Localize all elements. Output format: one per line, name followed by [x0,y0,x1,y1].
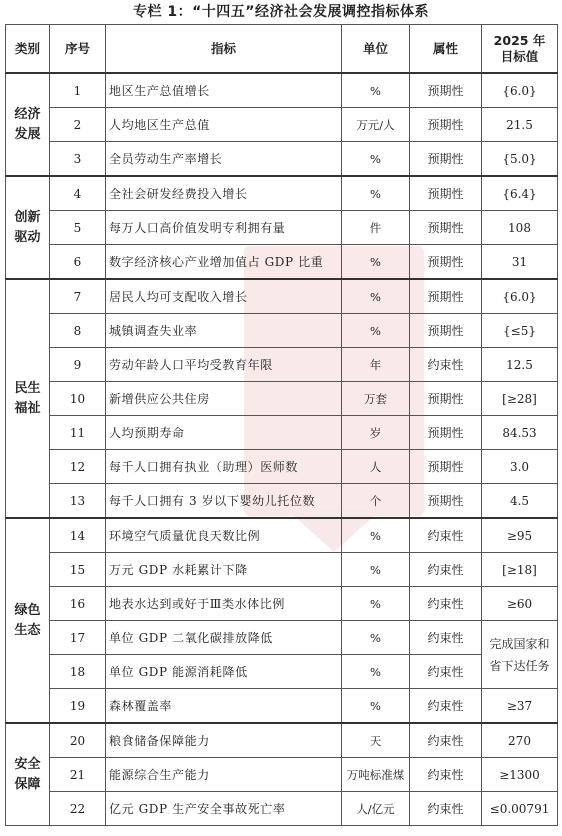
seq-cell: 10 [50,382,106,416]
target-cell-merged: 完成国家和 省下达任务 [482,621,558,689]
category-welfare: 民生 福祉 [6,279,50,518]
attribute-cell: 预期性 [410,450,482,484]
target-cell: ≥95 [482,518,558,553]
target-cell: 12.5 [482,348,558,382]
category-green: 绿色 生态 [6,518,50,723]
target-cell: 108 [482,211,558,245]
attribute-cell: 预期性 [410,211,482,245]
indicator-cell: 每千人口拥有执业（助理）医师数 [106,450,342,484]
header-attribute: 属性 [410,25,482,74]
attribute-cell: 约束性 [410,518,482,553]
attribute-cell: 约束性 [410,348,482,382]
seq-cell: 12 [50,450,106,484]
target-cell: ≤0.00791 [482,792,558,826]
target-cell: [≥28] [482,382,558,416]
header-category: 类别 [6,25,50,74]
unit-cell: % [342,279,410,314]
indicator-table [5,24,558,826]
table-header-row [6,25,558,74]
indicator-cell: 地区生产总值增长 [106,73,342,108]
seq-cell: 17 [50,621,106,655]
seq-cell: 6 [50,245,106,280]
indicator-cell: 每万人口高价值发明专利拥有量 [106,211,342,245]
header-unit: 单位 [342,25,410,74]
seq-cell: 1 [50,73,106,108]
indicator-cell: 新增供应公共住房 [106,382,342,416]
table-row [6,655,558,689]
table-row [6,621,558,655]
indicator-cell: 亿元 GDP 生产安全事故死亡率 [106,792,342,826]
table-row [6,245,558,280]
target-cell: ≥37 [482,689,558,724]
target-cell: {6.4} [482,176,558,211]
indicator-cell: 地表水达到或好于Ⅲ类水体比例 [106,587,342,621]
unit-cell: % [342,689,410,724]
seq-cell: 22 [50,792,106,826]
indicator-cell: 每千人口拥有 3 岁以下婴幼儿托位数 [106,484,342,519]
indicator-cell: 粮食储备保障能力 [106,723,342,758]
indicator-cell: 森林覆盖率 [106,689,342,724]
table-row [6,792,558,826]
table-row [6,108,558,142]
seq-cell: 2 [50,108,106,142]
attribute-cell: 预期性 [410,73,482,108]
target-cell: ≥60 [482,587,558,621]
table-title: 专栏 1：“十四五”经济社会发展调控指标体系 [132,4,430,20]
target-cell: 3.0 [482,450,558,484]
table-row [6,314,558,348]
unit-cell: % [342,245,410,280]
unit-cell: % [342,176,410,211]
table-row [6,211,558,245]
unit-cell: % [342,73,410,108]
category-economy: 经济 发展 [6,73,50,176]
attribute-cell: 预期性 [410,382,482,416]
target-cell: 4.5 [482,484,558,519]
unit-cell: % [342,553,410,587]
table-row [6,142,558,177]
table-row [6,587,558,621]
table-row [6,416,558,450]
table-row [6,723,558,758]
table-row [6,553,558,587]
seq-cell: 16 [50,587,106,621]
unit-cell: 天 [342,723,410,758]
attribute-cell: 约束性 [410,655,482,689]
table-row [6,484,558,519]
indicator-cell: 人均地区生产总值 [106,108,342,142]
seq-cell: 18 [50,655,106,689]
seq-cell: 5 [50,211,106,245]
seq-cell: 19 [50,689,106,724]
target-cell: 270 [482,723,558,758]
target-cell: {5.0} [482,142,558,177]
attribute-cell: 预期性 [410,314,482,348]
unit-cell: 件 [342,211,410,245]
seq-cell: 4 [50,176,106,211]
indicator-cell: 居民人均可支配收入增长 [106,279,342,314]
header-target-line1: 2025 年 [493,32,546,48]
table-row [6,382,558,416]
table-row [6,758,558,792]
unit-cell: 人 [342,450,410,484]
seq-cell: 7 [50,279,106,314]
indicator-cell: 单位 GDP 二氧化碳排放降低 [106,621,342,655]
indicator-cell: 能源综合生产能力 [106,758,342,792]
attribute-cell: 约束性 [410,689,482,724]
attribute-cell: 约束性 [410,792,482,826]
attribute-cell: 预期性 [410,142,482,177]
unit-cell: % [342,587,410,621]
unit-cell: % [342,621,410,655]
indicator-cell: 城镇调查失业率 [106,314,342,348]
target-cell: [≥18] [482,553,558,587]
unit-cell: % [342,314,410,348]
seq-cell: 14 [50,518,106,553]
table-row [6,518,558,553]
attribute-cell: 约束性 [410,587,482,621]
attribute-cell: 预期性 [410,108,482,142]
table-row [6,450,558,484]
table-row [6,689,558,724]
target-cell: {≤5} [482,314,558,348]
unit-cell: 岁 [342,416,410,450]
table-row [6,348,558,382]
unit-cell: 万元/人 [342,108,410,142]
target-cell: 84.53 [482,416,558,450]
attribute-cell: 预期性 [410,484,482,519]
attribute-cell: 预期性 [410,245,482,280]
seq-cell: 13 [50,484,106,519]
header-target [482,25,558,74]
unit-cell: % [342,655,410,689]
category-security: 安全 保障 [6,723,50,826]
indicator-cell: 劳动年龄人口平均受教育年限 [106,348,342,382]
unit-cell: 万套 [342,382,410,416]
category-innovation: 创新 驱动 [6,176,50,279]
target-cell: {6.0} [482,279,558,314]
seq-cell: 15 [50,553,106,587]
table-row [6,73,558,108]
seq-cell: 11 [50,416,106,450]
attribute-cell: 约束性 [410,758,482,792]
unit-cell: 年 [342,348,410,382]
target-cell: ≥1300 [482,758,558,792]
indicator-cell: 全社会研发经费投入增长 [106,176,342,211]
header-target-line2: 目标值 [500,48,539,64]
indicator-cell: 环境空气质量优良天数比例 [106,518,342,553]
attribute-cell: 约束性 [410,621,482,655]
indicator-cell: 全员劳动生产率增长 [106,142,342,177]
seq-cell: 20 [50,723,106,758]
unit-cell: 人/亿元 [342,792,410,826]
target-cell: 31 [482,245,558,280]
unit-cell: % [342,518,410,553]
seq-cell: 21 [50,758,106,792]
target-cell: {6.0} [482,73,558,108]
seq-cell: 9 [50,348,106,382]
attribute-cell: 约束性 [410,723,482,758]
unit-cell: % [342,142,410,177]
indicator-cell: 单位 GDP 能源消耗降低 [106,655,342,689]
header-indicator: 指标 [106,25,342,74]
target-cell: 21.5 [482,108,558,142]
attribute-cell: 预期性 [410,416,482,450]
table-row [6,176,558,211]
attribute-cell: 约束性 [410,553,482,587]
attribute-cell: 预期性 [410,279,482,314]
indicator-cell: 数字经济核心产业增加值占 GDP 比重 [106,245,342,280]
table-row [6,279,558,314]
attribute-cell: 预期性 [410,176,482,211]
header-seq: 序号 [50,25,106,74]
seq-cell: 3 [50,142,106,177]
unit-cell: 万吨标准煤 [342,758,410,792]
indicator-cell: 人均预期寿命 [106,416,342,450]
indicator-cell: 万元 GDP 水耗累计下降 [106,553,342,587]
unit-cell: 个 [342,484,410,519]
seq-cell: 8 [50,314,106,348]
